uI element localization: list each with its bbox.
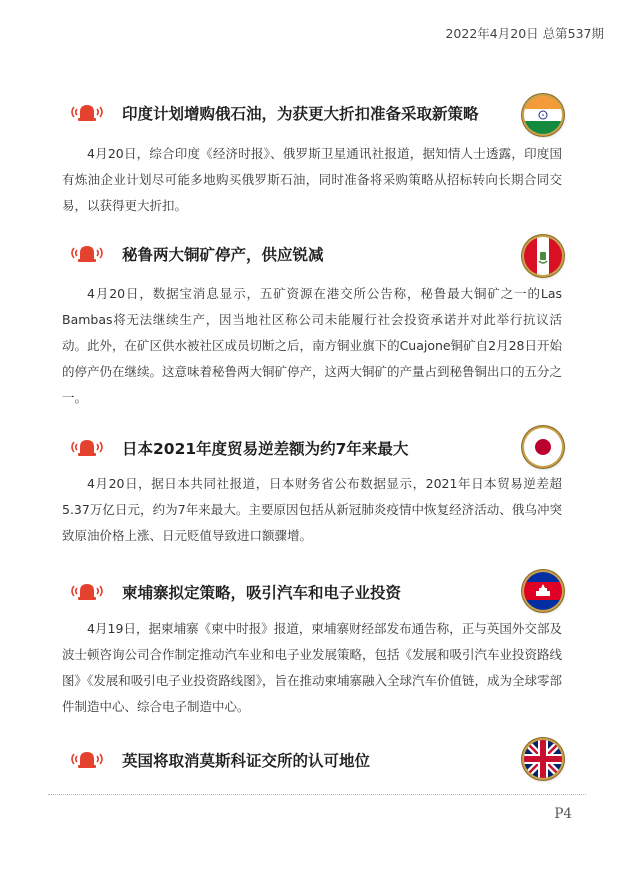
japan-flag-icon	[524, 428, 562, 466]
header-date-issue: 2022年4月20日 总第537期	[445, 26, 604, 41]
cambodia-flag-icon	[524, 572, 562, 610]
article-title: 日本2021年度贸易逆差额为约7年来最大	[122, 440, 409, 458]
alarm-bell-icon	[68, 101, 106, 123]
article-title: 柬埔寨拟定策略，吸引汽车和电子业投资	[122, 584, 402, 602]
article-title: 秘鲁两大铜矿停产，供应锐减	[122, 246, 324, 264]
article-body: 4月20日，据日本共同社报道，日本财务省公布数据显示，2021年日本贸易逆差超5.37万亿日元，约为7年来最大。主要原因包括从新冠肺炎疫情中恢复经济活动、俄乌冲突致原油价格上涨、日元贬值导致进口额骤增。	[62, 476, 562, 543]
alarm-bell-icon	[68, 748, 106, 770]
alarm-bell-icon	[68, 580, 106, 602]
article-body: 4月20日，综合印度《经济时报》、俄罗斯卫星通讯社报道，据知情人士透露，印度国有炼油企业计划尽可能多地购买俄罗斯石油，同时准备将采购策略从招标转向长期合同交易，以获得更大折扣。	[62, 146, 562, 213]
uk-flag-icon	[524, 740, 562, 778]
footer-divider	[48, 794, 586, 795]
article-body: 4月20日，数据宝消息显示，五矿资源在港交所公告称，秘鲁最大铜矿之一的Las Bambas将无法继续生产，因当地社区称公司未能履行社会投资承诺并对此举行抗议活动。此外，在矿区供水被社区成员切断之后，南方铜业旗下的Cuajone铜矿自2月28日开始的停产仍在继续。这意味着秘鲁两大铜矿停产，这两大铜矿的产量占到秘鲁铜出口的五分之一。	[62, 286, 563, 405]
article-body: 4月19日，据柬埔寨《柬中时报》报道，柬埔寨财经部发布通告称，正与英国外交部及波士顿咨询公司合作制定推动汽车业和电子业发展策略，包括《发展和吸引汽车业投资路线图》《发展和吸引电子业投资路线图》，旨在推动柬埔寨融入全球汽车价值链，成为全球零部件制造中心、综合电子制造中心。	[62, 621, 563, 714]
article-title: 英国将取消莫斯科证交所的认可地位	[122, 752, 371, 770]
peru-flag-icon	[524, 237, 562, 275]
article-title: 印度计划增购俄石油，为获更大折扣准备采取新策略	[122, 105, 479, 123]
page-number: P4	[554, 806, 572, 822]
india-flag-icon	[524, 96, 562, 134]
alarm-bell-icon	[68, 436, 106, 458]
alarm-bell-icon	[68, 242, 106, 264]
